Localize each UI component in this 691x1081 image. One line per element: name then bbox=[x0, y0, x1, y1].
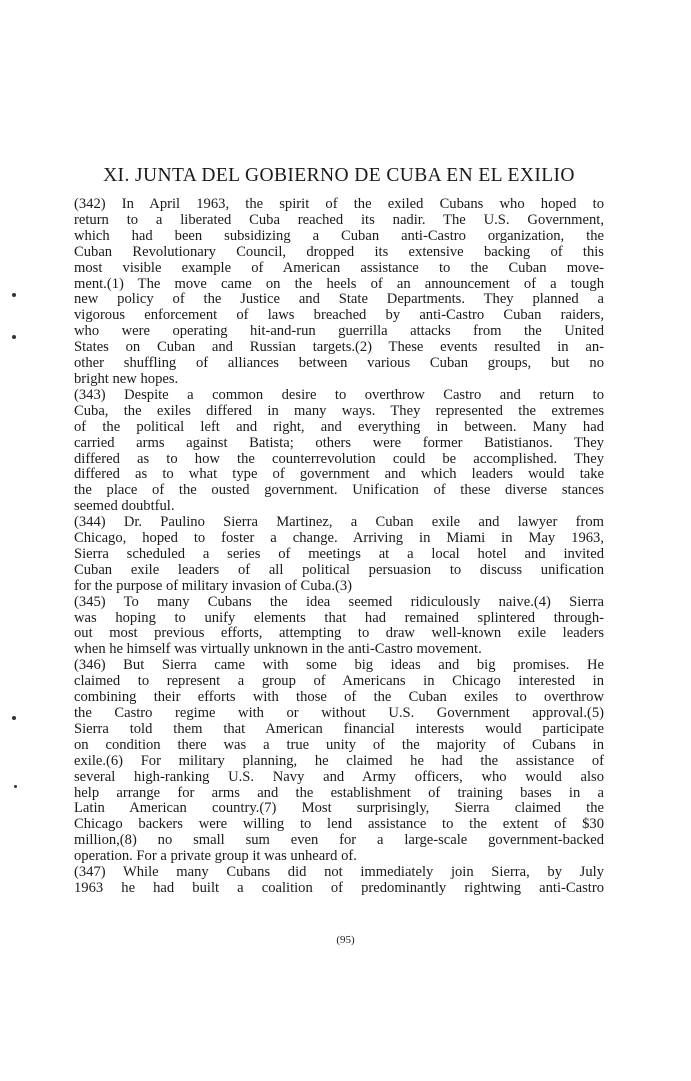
margin-speck bbox=[14, 785, 17, 788]
text-line: seemed doubtful. bbox=[74, 498, 175, 515]
page-number: (95) bbox=[336, 934, 355, 946]
text-line: when he himself was virtually unknown in the anti-Castro movement. bbox=[74, 641, 482, 658]
text-line: States on Cuban and Russian targets.(2) These events resulted in an- bbox=[74, 339, 604, 356]
text-line: Latin American country.(7) Most surprisingly, Sierra claimed the bbox=[74, 800, 604, 817]
text-line: vigorous enforcement of laws breached by anti-Castro Cuban raiders, bbox=[74, 307, 604, 324]
text-line: Cuban Revolutionary Council, dropped its extensive backing of this bbox=[74, 243, 604, 260]
text-line: on condition there was a true unity of the majority of Cubans in bbox=[74, 736, 604, 753]
text-line: the Castro regime with or without U.S. Government approval.(5) bbox=[74, 705, 604, 721]
text-line: differed as to what type of government and which leaders would take bbox=[74, 466, 604, 483]
text-line: ment.(1) The move came on the heels of an announcement of a tough bbox=[74, 275, 604, 292]
text-line: million,(8) no small sum even for a large-scale government-backed bbox=[74, 832, 604, 849]
paragraph bbox=[74, 658, 604, 865]
paragraph bbox=[74, 595, 604, 659]
text-line: who were operating hit-and-run guerrilla attacks from the United bbox=[74, 323, 604, 340]
text-line: new policy of the Justice and State Departments. They planned a bbox=[74, 291, 604, 308]
text-line: (347) While many Cubans did not immediately join Sierra, by July bbox=[74, 864, 604, 881]
paragraph bbox=[74, 388, 604, 515]
chapter-title: XI. JUNTA DEL GOBIERNO DE CUBA EN EL EXILIO bbox=[103, 165, 575, 186]
text-line: Sierra told them that American financial interests would participate bbox=[74, 720, 604, 737]
text-line: was hoping to unify elements that had remained splintered through- bbox=[74, 609, 604, 626]
text-line: for the purpose of military invasion of Cuba.(3) bbox=[74, 577, 353, 594]
text-line: exile.(6) For military planning, he claimed he had the assistance of bbox=[74, 752, 604, 769]
text-line: bright new hopes. bbox=[74, 370, 179, 387]
paragraph bbox=[74, 197, 604, 388]
document-page bbox=[74, 165, 604, 897]
text-line: out most previous efforts, attempting to draw well-known exile leaders bbox=[74, 625, 604, 642]
text-line: (342) In April 1963, the spirit of the exiled Cubans who hoped to bbox=[74, 196, 604, 212]
text-line: most visible example of American assistance to the Cuban move- bbox=[74, 259, 604, 276]
text-line: claimed to represent a group of Americans in Chicago interested in bbox=[74, 673, 604, 690]
text-line: Chicago backers were willing to lend assistance to the extent of $30 bbox=[74, 816, 604, 833]
text-line: (344) Dr. Paulino Sierra Martinez, a Cuban exile and lawyer from bbox=[74, 514, 604, 531]
paragraph bbox=[74, 515, 604, 595]
text-line: help arrange for arms and the establishment of training bases in a bbox=[74, 784, 604, 801]
text-line: other shuffling of alliances between various Cuban groups, but no bbox=[74, 355, 604, 372]
text-line: Chicago, hoped to foster a change. Arriving in Miami in May 1963, bbox=[74, 530, 604, 547]
text-line: several high-ranking U.S. Navy and Army officers, who would also bbox=[74, 768, 604, 785]
text-line: the place of the ousted government. Unification of these diverse stances bbox=[74, 482, 604, 499]
text-line: Sierra scheduled a series of meetings at a local hotel and invited bbox=[74, 545, 604, 562]
text-line: of the political left and right, and everything in between. Many had bbox=[74, 418, 604, 435]
text-line: return to a liberated Cuba reached its nadir. The U.S. Government, bbox=[74, 211, 604, 228]
text-line: Cuba, the exiles differed in many ways. They represented the extremes bbox=[74, 402, 604, 419]
paragraph bbox=[74, 865, 604, 897]
text-line: (345) To many Cubans the idea seemed ridiculously naive.(4) Sierra bbox=[74, 593, 604, 610]
margin-speck bbox=[12, 716, 16, 720]
body-text bbox=[74, 197, 604, 897]
text-line: (343) Despite a common desire to overthrow Castro and return to bbox=[74, 386, 604, 403]
text-line: which had been subsidizing a Cuban anti-Castro organization, the bbox=[74, 227, 604, 244]
text-line: differed as to how the counterrevolution could be accomplished. They bbox=[74, 450, 604, 467]
text-line: (346) But Sierra came with some big ideas and big promises. He bbox=[74, 657, 604, 674]
text-line: combining their efforts with those of the Cuban exiles to overthrow bbox=[74, 689, 604, 706]
margin-speck bbox=[12, 293, 16, 297]
text-line: Cuban exile leaders of all political persuasion to discuss unification bbox=[74, 561, 604, 578]
text-line: 1963 he had built a coalition of predominantly rightwing anti-Castro bbox=[74, 879, 604, 896]
text-line: carried arms against Batista; others were former Batistianos. They bbox=[74, 434, 604, 451]
text-line: operation. For a private group it was unheard of. bbox=[74, 848, 357, 865]
margin-speck bbox=[12, 335, 16, 339]
